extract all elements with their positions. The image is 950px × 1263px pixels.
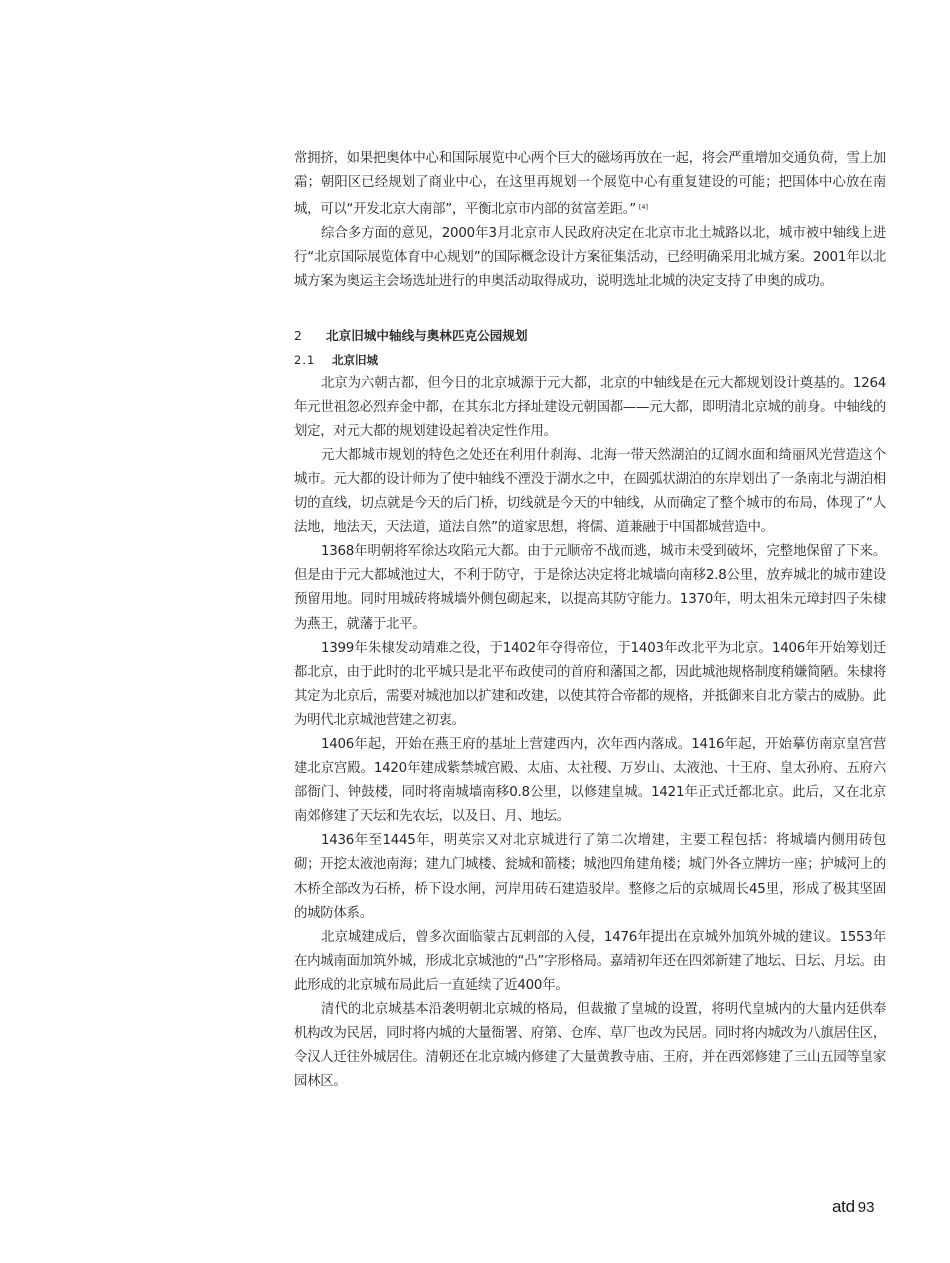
paragraph: 清代的北京城基本沿袭明朝北京城的格局，但裁撤了皇城的设置，将明代皇城内的大量内廷供奉机构改为民居，同时将内城的大量衙署、府第、仓库、草厂也改为民居。同时将内城改为八旗居住区，令汉人迁往外城居住。清朝还在北京城内修建了大量黄教寺庙、王府，并在西郊修建了三山五园等皇家园林区。 bbox=[294, 1002, 886, 1090]
paragraph-text: 常拥挤，如果把奥体中心和国际展览中心两个巨大的磁场再放在一起，将会严重增加交通负荷，雪上加霜；朝阳区已经规划了商业中心，在这里再规划一个展览中心有重复建设的可能；把国体中心放在南城，可以“开发北京大南部”，平衡北京市内部的贫富差距。” bbox=[294, 151, 886, 218]
paragraph: 1436年至1445年，明英宗又对北京城进行了第二次增建，主要工程包括：将城墙内侧用砖包砌；开挖太液池南海；建九门城楼、瓮城和箭楼；城池四角建角楼；城门外各立牌坊一座；护城河上的木桥全部改为石桥，桥下设水闸，河岸用砖石建造驳岸。整修之后的京城周长45里，形成了极其坚固的城防体系。 bbox=[294, 833, 886, 921]
paragraph: 1368年明朝将军徐达攻陷元大都。由于元顺帝不战而逃，城市未受到破坏，完整地保留了下来。但是由于元大都城池过大，不利于防守，于是徐达决定将北城墙向南移2.8公里，放弃城北的城市建设预留用地。同时用城砖将城墙外侧包砌起来，以提高其防守能力。1370年，明太祖朱元璋封四子朱棣为燕王，就藩于北平。 bbox=[294, 544, 886, 632]
reference-marker: [4] bbox=[638, 203, 649, 212]
subsection-number: 2.1 bbox=[294, 352, 316, 367]
paragraph: 北京为六朝古都，但今日的北京城源于元大都，北京的中轴线是在元大都规划设计奠基的。1264年元世祖忽必烈弃金中都，在其东北方择址建设元朝国都——元大都，即明清北京城的前身。中轴线的划定，对元大都的规划建设起着决定性作用。 bbox=[294, 375, 886, 439]
page-footer bbox=[832, 1197, 874, 1217]
page-number: 93 bbox=[857, 1199, 875, 1216]
paragraph-continued bbox=[294, 147, 886, 222]
section-title: 北京旧城中轴线与奥林匹克公园规划 bbox=[326, 327, 528, 343]
paragraph: 1406年起，开始在燕王府的基址上营建西内，次年西内落成。1416年起，开始摹仿南京皇宫营建北京宫殿。1420年建成紫禁城宫殿、太庙、太社稷、万岁山、太液池、十王府、皇太孙府、五府六部衙门、钟鼓楼，同时将南城墙南移0.8公里，以修建皇城。1421年正式迁都北京。此后，又在北京南郊修建了天坛和先农坛，以及日、月、地坛。 bbox=[294, 736, 886, 825]
subsection-heading bbox=[294, 351, 886, 369]
section-heading bbox=[294, 326, 886, 346]
paragraph: 北京城建成后，曾多次面临蒙古瓦剌部的入侵，1476年提出在京城外加筑外城的建议。1553年在内城南面加筑外城，形成北京城池的“凸”字形格局。嘉靖初年还在四郊新建了地坛、日坛、月坛。由此形成的北京城布局此后一直延续了近400年。 bbox=[294, 929, 886, 993]
paragraph: 1399年朱棣发动靖难之役，于1402年夺得帝位，于1403年改北平为北京。1406年开始筹划迁都北京，由于此时的北平城只是北平布政使司的首府和藩国之都，因此城池规格制度稍嫌简陋。朱棣将其定为北京后，需要对城池加以扩建和改建，以使其符合帝都的规格，并抵御来自北方蒙古的威胁。此为明代北京城池营建之初衷。 bbox=[294, 640, 886, 728]
paragraph: 综合多方面的意见，2000年3月北京市人民政府决定在北京市北土城路以北，城市被中轴线上进行“北京国际展览体育中心规划”的国际概念设计方案征集活动，已经明确采用北城方案。2001年以北城方案为奥运主会场选址进行的申奥活动取得成功，说明选址北城的决定支持了申奥的成功。 bbox=[294, 226, 886, 290]
magazine-logo: atd bbox=[832, 1197, 855, 1216]
article-body bbox=[294, 147, 886, 1094]
paragraph: 元大都城市规划的特色之处还在利用什刹海、北海一带天然湖泊的辽阔水面和绮丽风光营造这个城市。元大都的设计师为了使中轴线不湮没于湖水之中，在圆弧状湖泊的东岸划出了一条南北与湖泊相切的直线，切点就是今天的后门桥，切线就是今天的中轴线，从而确定了整个城市的布局，体现了“人法地，地法天，天法道，道法自然”的道家思想，将儒、道兼融于中国都城营造中。 bbox=[294, 447, 886, 536]
section-number: 2 bbox=[294, 327, 303, 343]
subsection-title: 北京旧城 bbox=[332, 352, 378, 367]
